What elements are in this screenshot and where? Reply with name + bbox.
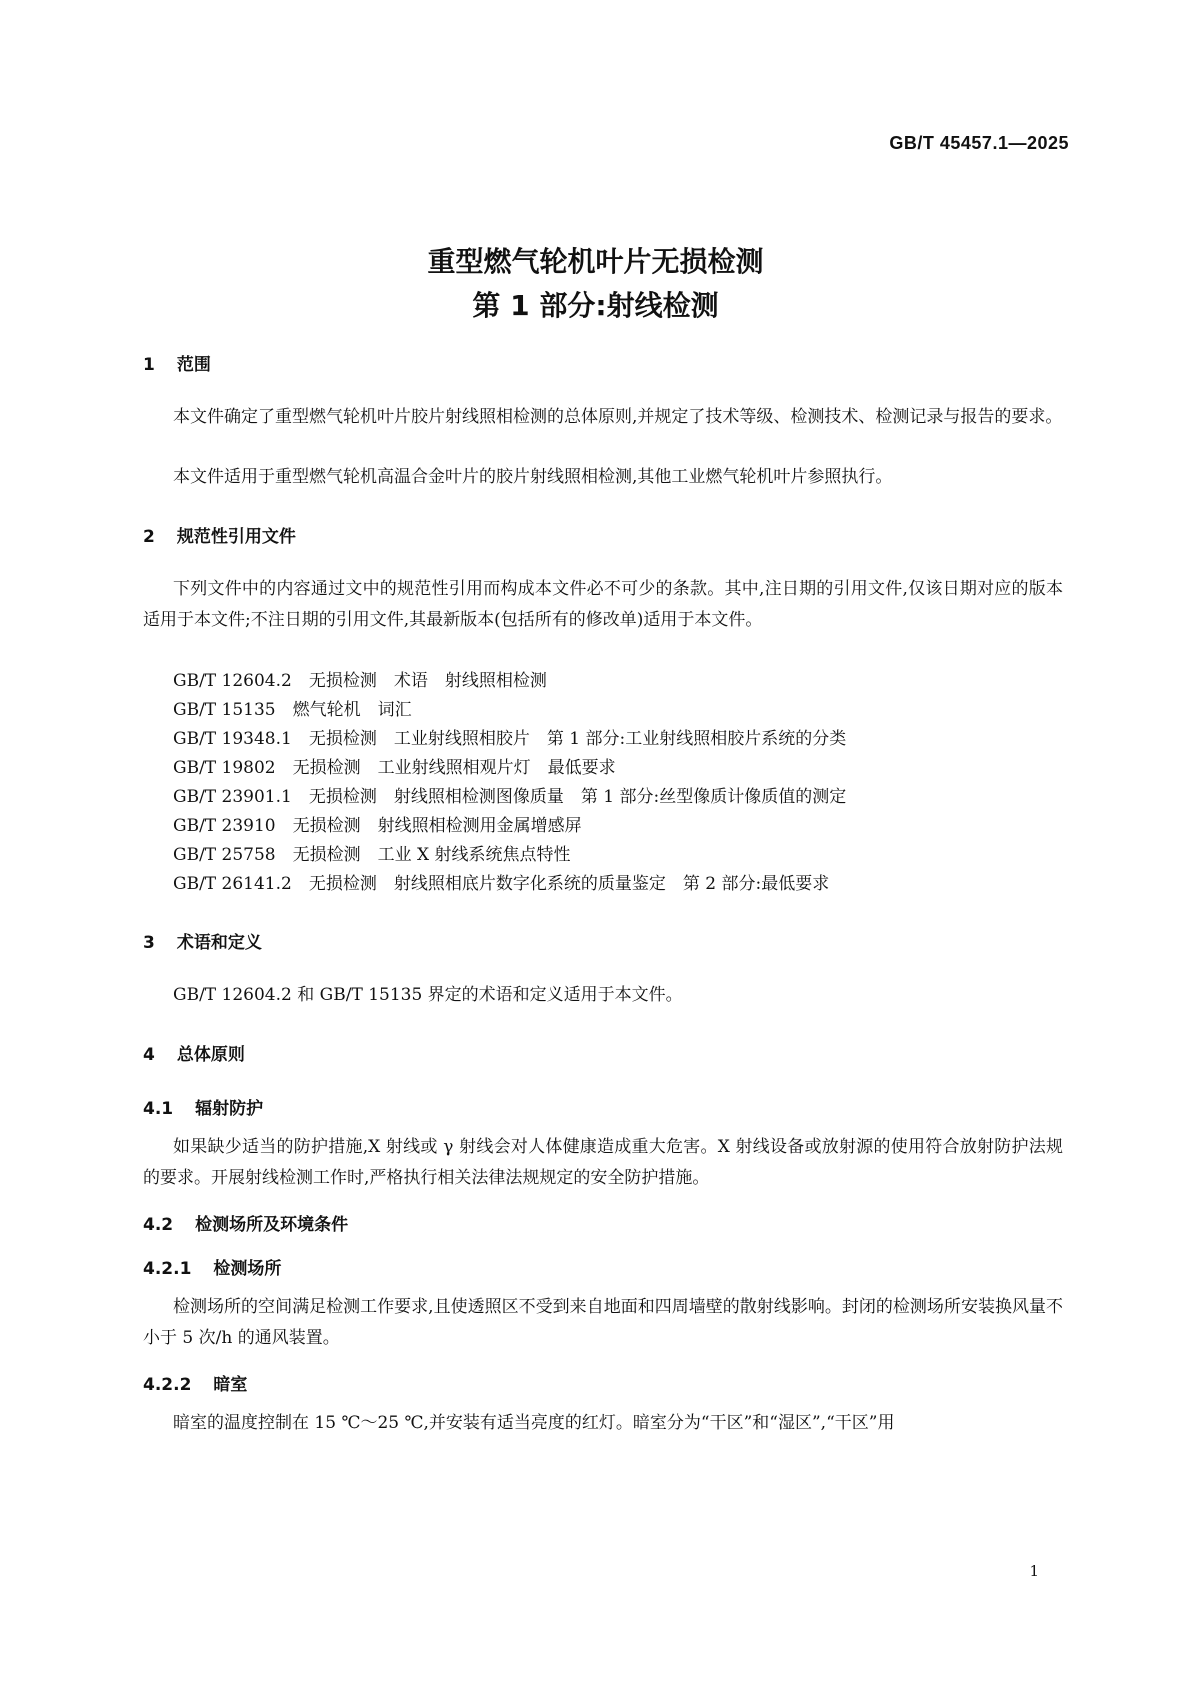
section-number: 2 xyxy=(143,527,155,547)
reference-item: GB/T 25758 无损检测 工业 X 射线系统焦点特性 xyxy=(173,845,571,865)
reference-item: GB/T 15135 燃气轮机 词汇 xyxy=(173,700,412,720)
reference-item: GB/T 23901.1 无损检测 射线照相检测图像质量 第 1 部分:丝型像质计像质值的测定 xyxy=(173,787,847,807)
section-title: 辐射防护 xyxy=(195,1099,264,1119)
reference-item: GB/T 26141.2 无损检测 射线照相底片数字化系统的质量鉴定 第 2 部分:最低要求 xyxy=(173,874,830,894)
section-4-2-1-paragraph-1: 检测场所的空间满足检测工作要求,且使透照区不受到来自地面和四周墙壁的散射线影响。封闭的检测场所安装换风量不小于 5 次/h 的通风装置。 xyxy=(143,1297,1063,1348)
reference-item: GB/T 12604.2 无损检测 术语 射线照相检测 xyxy=(173,671,547,691)
title-line-2: 第 1 部分:射线检测 xyxy=(472,289,719,322)
page-number: 1 xyxy=(1029,1562,1039,1580)
section-3-heading xyxy=(143,928,262,953)
section-4-2-1-heading xyxy=(143,1254,281,1279)
section-1-paragraph-1: 本文件确定了重型燃气轮机叶片胶片射线照相检测的总体原则,并规定了技术等级、检测技术、检测记录与报告的要求。 xyxy=(173,407,1063,427)
section-4-1-heading xyxy=(143,1094,263,1119)
section-number: 1 xyxy=(143,355,155,375)
section-1-heading xyxy=(143,350,211,375)
section-title: 暗室 xyxy=(213,1375,248,1395)
reference-item: GB/T 19348.1 无损检测 工业射线照相胶片 第 1 部分:工业射线照相胶片系统的分类 xyxy=(173,729,847,749)
section-number: 4 xyxy=(143,1045,155,1065)
reference-item: GB/T 23910 无损检测 射线照相检测用金属增感屏 xyxy=(173,816,582,836)
section-4-2-2-heading xyxy=(143,1370,247,1395)
section-3-paragraph-1: GB/T 12604.2 和 GB/T 15135 界定的术语和定义适用于本文件。 xyxy=(173,985,683,1005)
standard-code: GB/T 45457.1—2025 xyxy=(889,133,1069,153)
section-2-heading xyxy=(143,522,296,547)
document-title xyxy=(0,240,1191,328)
section-number: 4.1 xyxy=(143,1099,174,1119)
section-4-1-paragraph-1: 如果缺少适当的防护措施,X 射线或 γ 射线会对人体健康造成重大危害。X 射线设备或放射源的使用符合放射防护法规的要求。开展射线检测工作时,严格执行相关法律法规规定的安全防护措施。 xyxy=(143,1137,1063,1188)
section-title: 规范性引用文件 xyxy=(176,527,296,547)
section-title: 检测场所及环境条件 xyxy=(195,1215,349,1235)
section-4-2-heading xyxy=(143,1210,348,1235)
section-title: 术语和定义 xyxy=(176,933,262,953)
section-title: 检测场所 xyxy=(213,1259,282,1279)
section-number: 4.2.2 xyxy=(143,1375,192,1395)
section-number: 4.2.1 xyxy=(143,1259,192,1279)
section-1-paragraph-2: 本文件适用于重型燃气轮机高温合金叶片的胶片射线照相检测,其他工业燃气轮机叶片参照执行。 xyxy=(173,467,893,487)
section-title: 范围 xyxy=(176,355,211,375)
section-2-paragraph-1: 下列文件中的内容通过文中的规范性引用而构成本文件必不可少的条款。其中,注日期的引用文件,仅该日期对应的版本适用于本文件;不注日期的引用文件,其最新版本(包括所有的修改单)适用于本文件。 xyxy=(143,579,1063,630)
reference-item: GB/T 19802 无损检测 工业射线照相观片灯 最低要求 xyxy=(173,758,616,778)
section-title: 总体原则 xyxy=(176,1045,245,1065)
section-number: 3 xyxy=(143,933,155,953)
section-4-2-2-paragraph-1: 暗室的温度控制在 15 ℃～25 ℃,并安装有适当亮度的红灯。暗室分为“干区”和“湿区”,“干区”用 xyxy=(173,1413,895,1433)
section-4-heading xyxy=(143,1040,245,1065)
title-line-1: 重型燃气轮机叶片无损检测 xyxy=(427,245,764,278)
section-number: 4.2 xyxy=(143,1215,174,1235)
